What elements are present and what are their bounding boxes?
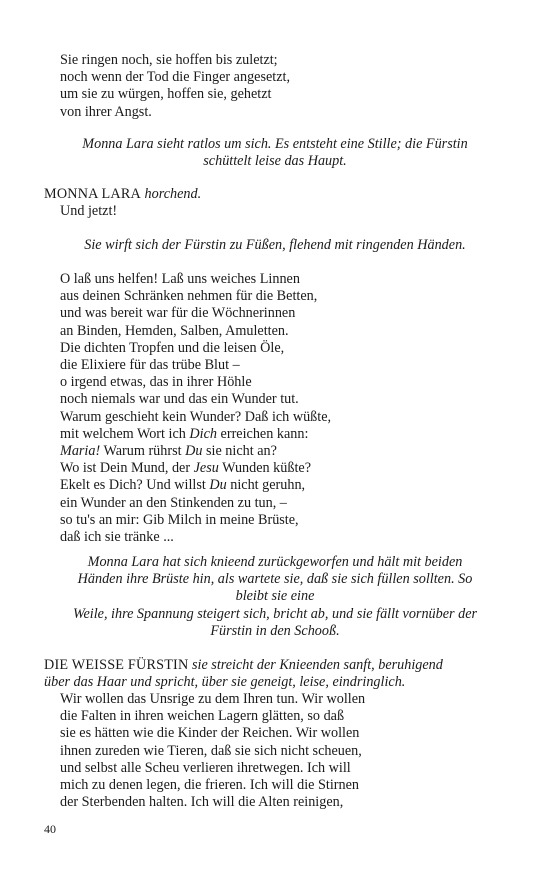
speaker-heading-1 xyxy=(44,186,484,203)
speaker-direction: sie streicht der Knieenden sanft, beruhigend xyxy=(191,657,443,673)
stage-direction-1 xyxy=(44,136,506,170)
stage-line: Sie wirft sich der Fürstin zu Füßen, flehend mit ringenden Händen. xyxy=(84,237,466,253)
verse-line: daß ich sie tränke ... xyxy=(60,529,174,546)
verse-line: an Binden, Hemden, Salben, Amuletten. xyxy=(60,322,289,339)
page-number: 40 xyxy=(44,822,56,836)
speaker-heading-2 xyxy=(44,657,514,691)
speaker-name: MONNA LARA xyxy=(44,186,141,202)
stage-line: schüttelt leise das Haupt. xyxy=(203,153,347,170)
verse-line: mit welchem Wort ich Dich erreichen kann: xyxy=(60,425,309,442)
stage-line: Händen ihre Brüste hin, als wartete sie, daß sie sich füllen sollten. So xyxy=(77,571,473,588)
verse-line: Wo ist Dein Mund, der Jesu Wunden küßte? xyxy=(60,460,311,477)
verse-line: O laß uns helfen! Laß uns weiches Linnen xyxy=(60,271,300,287)
prose-line: die Falten in ihren weichen Lagern glätten, so daß xyxy=(60,708,345,725)
prose-line: sie es hätten wie die Kinder der Reichen. Wir wollen xyxy=(60,725,360,742)
verse-line: aus deinen Schränken nehmen für die Betten, xyxy=(60,288,318,305)
verse-block-3 xyxy=(44,271,484,546)
prose-block-1 xyxy=(44,691,484,811)
prose-line: der Sterbenden halten. Ich will die Alten reinigen, xyxy=(60,794,344,811)
prose-line: mich zu denen legen, die frieren. Ich will die Stirnen xyxy=(60,777,360,794)
stage-line: Monna Lara hat sich knieend zurückgeworfen und hält mit beiden xyxy=(87,554,463,570)
prose-line: Wir wollen das Unsrige zu dem Ihren tun. Wir wollen xyxy=(60,691,366,707)
verse-line: noch niemals war und das ein Wunder tut. xyxy=(60,391,299,408)
verse-line: die Elixiere für das trübe Blut – xyxy=(60,357,240,374)
stage-direction-3 xyxy=(36,554,514,640)
verse-line: und was bereit war für die Wöchnerinnen xyxy=(60,305,296,322)
verse-line: noch wenn der Tod die Finger angesetzt, xyxy=(60,69,291,86)
stage-line: Weile, ihre Spannung steigert sich, bricht ab, und sie fällt vornüber der xyxy=(72,605,478,622)
verse-line: Maria! Warum rührst Du sie nicht an? xyxy=(60,443,277,460)
verse-line: Die dichten Tropfen und die leisen Öle, xyxy=(60,339,285,356)
speaker-name: DIE WEISSE FÜRSTIN xyxy=(44,657,189,673)
verse-line: so tu's an mir: Gib Milch in meine Brüste, xyxy=(60,511,299,528)
verse-line: ein Wunder an den Stinkenden zu tun, – xyxy=(60,494,287,511)
verse-line: o irgend etwas, das in ihrer Höhle xyxy=(60,374,252,391)
verse-block-2 xyxy=(44,203,484,220)
verse-line: um sie zu würgen, hoffen sie, gehetzt xyxy=(60,86,272,103)
verse-block-1 xyxy=(44,52,484,121)
stage-line: Fürstin in den Schooß. xyxy=(210,622,340,639)
verse-line: Und jetzt! xyxy=(60,203,118,219)
verse-line: Sie ringen noch, sie hoffen bis zuletzt; xyxy=(60,52,278,68)
speaker-direction-continued: über das Haar und spricht, über sie geneigt, leise, eindringlich. xyxy=(44,674,406,691)
verse-line: von ihrer Angst. xyxy=(60,103,152,120)
stage-line: bleibt sie eine xyxy=(235,588,315,605)
stage-line: Monna Lara sieht ratlos um sich. Es entsteht eine Stille; die Fürstin xyxy=(82,136,468,152)
stage-direction-2 xyxy=(44,237,506,254)
prose-line: und selbst alle Scheu verlieren ihretwegen. Ich will xyxy=(60,759,351,776)
prose-line: ihnen zureden wie Tieren, daß sie sich nicht scheuen, xyxy=(60,742,362,759)
verse-line: Ekelt es Dich? Und willst Du nicht geruhn, xyxy=(60,477,306,494)
verse-line: Warum geschieht kein Wunder? Daß ich wüßte, xyxy=(60,408,332,425)
speaker-direction: horchend. xyxy=(144,186,202,202)
